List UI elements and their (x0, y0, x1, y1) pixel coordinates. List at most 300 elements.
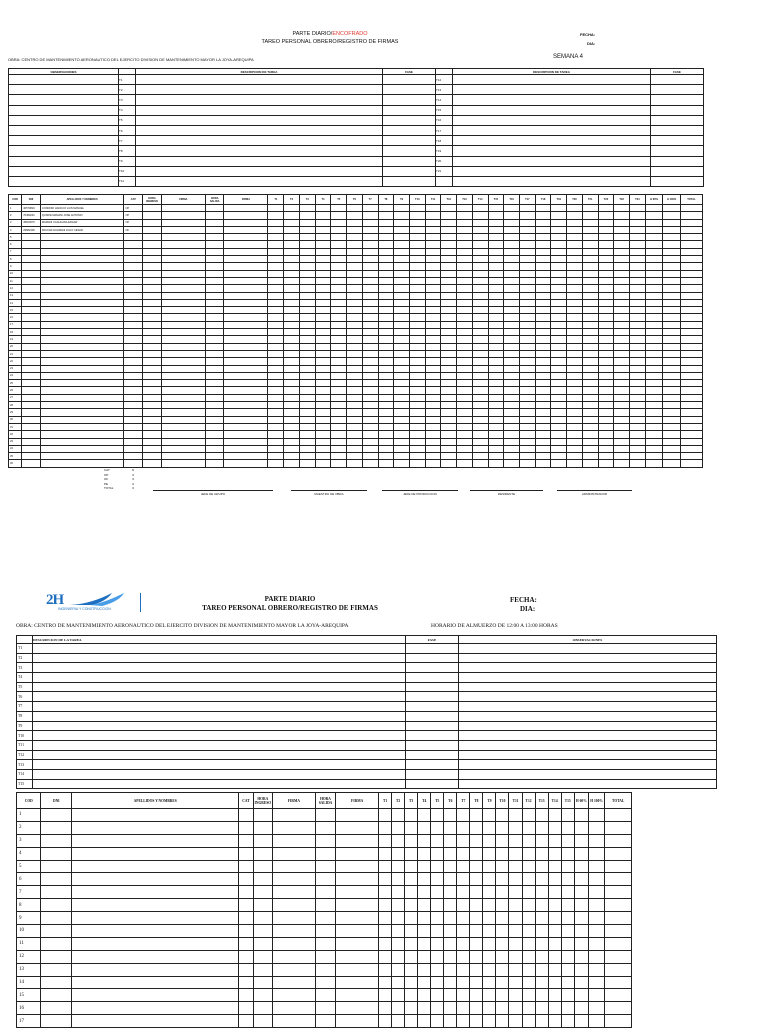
top-worker-cell[interactable] (161, 445, 205, 452)
top-worker-cell[interactable] (663, 350, 681, 357)
bottom-worker-cell[interactable] (588, 860, 604, 873)
top-worker-cell[interactable] (315, 248, 331, 255)
top-worker-cell[interactable] (409, 431, 425, 438)
bottom-worker-cell[interactable] (605, 873, 632, 886)
top-worker-cell[interactable] (347, 416, 363, 423)
top-worker-cell[interactable] (362, 372, 378, 379)
top-worker-cell[interactable] (488, 409, 504, 416)
top-worker-cell[interactable] (143, 212, 162, 219)
top-worker-cell[interactable] (551, 277, 567, 284)
top-worker-cell[interactable] (504, 350, 520, 357)
top-worker-cell[interactable] (315, 270, 331, 277)
bottom-worker-cell[interactable] (483, 950, 496, 963)
top-worker-cell[interactable] (299, 438, 315, 445)
top-worker-cell[interactable] (124, 453, 143, 460)
top-worker-cell[interactable] (551, 263, 567, 270)
top-worker-cell[interactable] (425, 343, 441, 350)
top-worker-cell[interactable] (504, 372, 520, 379)
top-worker-cell[interactable] (519, 438, 535, 445)
top-worker-cell[interactable] (124, 358, 143, 365)
top-worker-cell[interactable] (680, 387, 702, 394)
bottom-worker-cell[interactable] (535, 860, 548, 873)
bottom-worker-cell[interactable] (272, 834, 315, 847)
bottom-worker-cell[interactable] (457, 873, 470, 886)
bottom-worker-cell[interactable] (253, 809, 272, 822)
top-worker-cell[interactable] (284, 241, 300, 248)
bottom-worker-cell[interactable] (336, 873, 379, 886)
top-worker-cell[interactable] (299, 205, 315, 212)
top-worker-cell[interactable] (224, 241, 268, 248)
top-worker-cell[interactable] (504, 394, 520, 401)
top-worker-cell[interactable] (488, 226, 504, 233)
top-worker-cell[interactable] (535, 248, 551, 255)
top-worker-cell[interactable] (425, 307, 441, 314)
top-worker-cell[interactable] (441, 321, 457, 328)
top-worker-cell[interactable] (519, 219, 535, 226)
top-worker-cell[interactable] (299, 307, 315, 314)
top-worker-cell[interactable] (22, 234, 41, 241)
top-worker-cell[interactable] (630, 438, 646, 445)
bottom-worker-cell[interactable] (444, 976, 457, 989)
top-worker-cell[interactable] (598, 431, 614, 438)
top-worker-cell[interactable] (331, 219, 347, 226)
bottom-worker-cell[interactable] (561, 834, 574, 847)
top-worker-cell[interactable] (472, 270, 488, 277)
top-worker-cell[interactable] (347, 365, 363, 372)
top-worker-cell[interactable] (425, 226, 441, 233)
top-worker-cell[interactable] (582, 321, 598, 328)
top-worker-cell[interactable] (567, 205, 583, 212)
top-worker-dni[interactable]: 70459231 (22, 212, 41, 219)
top-worker-cell[interactable] (504, 438, 520, 445)
top-worker-cell[interactable] (124, 460, 143, 467)
bottom-worker-cell[interactable] (457, 976, 470, 989)
top-worker-cell[interactable] (284, 270, 300, 277)
top-worker-cell[interactable] (567, 438, 583, 445)
top-worker-cell[interactable] (582, 431, 598, 438)
top-worker-cell[interactable] (284, 350, 300, 357)
bottom-worker-cell[interactable] (72, 1015, 239, 1028)
bottom-worker-cell[interactable] (548, 834, 561, 847)
top-worker-cell[interactable] (663, 394, 681, 401)
top-worker-cell[interactable] (299, 270, 315, 277)
top-worker-cell[interactable] (161, 285, 205, 292)
top-task-observation[interactable] (9, 115, 119, 125)
top-worker-cell[interactable] (22, 263, 41, 270)
top-worker-cell[interactable] (268, 453, 284, 460)
top-worker-cell[interactable] (205, 402, 224, 409)
top-worker-cell[interactable] (161, 321, 205, 328)
top-task-observation[interactable] (9, 95, 119, 105)
top-worker-cell[interactable] (582, 372, 598, 379)
top-task-fase-right[interactable] (651, 125, 704, 135)
bottom-worker-cell[interactable] (72, 886, 239, 899)
top-worker-cell[interactable] (299, 292, 315, 299)
top-worker-cell[interactable] (425, 270, 441, 277)
bottom-worker-cell[interactable] (272, 809, 315, 822)
top-worker-cell[interactable] (378, 314, 394, 321)
top-worker-cell[interactable] (299, 219, 315, 226)
bottom-worker-cell[interactable] (535, 873, 548, 886)
bottom-worker-cell[interactable] (574, 886, 588, 899)
top-worker-cell[interactable] (645, 365, 663, 372)
top-worker-cell[interactable] (441, 314, 457, 321)
top-worker-cell[interactable] (224, 205, 268, 212)
top-worker-cell[interactable] (40, 460, 124, 467)
bottom-worker-cell[interactable] (561, 950, 574, 963)
top-worker-cell[interactable] (331, 307, 347, 314)
top-worker-cell[interactable] (598, 205, 614, 212)
bottom-worker-cell[interactable] (41, 847, 72, 860)
top-worker-cell[interactable] (614, 423, 630, 430)
bottom-worker-cell[interactable] (470, 1015, 483, 1028)
top-worker-cell[interactable] (40, 438, 124, 445)
top-worker-cell[interactable] (457, 453, 473, 460)
top-worker-cell[interactable] (472, 350, 488, 357)
bottom-worker-cell[interactable] (379, 950, 392, 963)
top-worker-cell[interactable] (663, 372, 681, 379)
top-worker-cell[interactable] (224, 380, 268, 387)
bottom-worker-cell[interactable] (509, 1002, 522, 1015)
bottom-worker-cell[interactable] (41, 873, 72, 886)
top-worker-cell[interactable] (378, 285, 394, 292)
top-worker-cell[interactable] (630, 343, 646, 350)
top-worker-cell[interactable] (409, 380, 425, 387)
top-worker-cell[interactable] (22, 256, 41, 263)
top-worker-cell[interactable] (362, 336, 378, 343)
bottom-worker-cell[interactable] (253, 821, 272, 834)
top-worker-cell[interactable] (504, 343, 520, 350)
bottom-worker-cell[interactable] (392, 821, 405, 834)
top-worker-cell[interactable] (567, 212, 583, 219)
top-worker-cell[interactable] (40, 358, 124, 365)
top-worker-cell[interactable] (331, 277, 347, 284)
top-worker-cell[interactable] (441, 285, 457, 292)
top-worker-cell[interactable] (472, 314, 488, 321)
top-worker-cell[interactable] (205, 365, 224, 372)
bottom-worker-cell[interactable] (253, 899, 272, 912)
top-worker-cell[interactable] (614, 270, 630, 277)
top-worker-cell[interactable] (535, 380, 551, 387)
top-worker-cell[interactable] (347, 358, 363, 365)
bottom-worker-cell[interactable] (548, 925, 561, 938)
bottom-worker-cell[interactable] (535, 809, 548, 822)
top-worker-cell[interactable] (362, 307, 378, 314)
bottom-worker-cell[interactable] (561, 886, 574, 899)
top-worker-cell[interactable] (535, 212, 551, 219)
bottom-worker-cell[interactable] (574, 925, 588, 938)
top-worker-cell[interactable] (161, 277, 205, 284)
bottom-worker-cell[interactable] (457, 899, 470, 912)
top-worker-cell[interactable] (519, 423, 535, 430)
bottom-worker-cell[interactable] (470, 950, 483, 963)
top-worker-cell[interactable] (315, 423, 331, 430)
top-worker-cell[interactable] (630, 453, 646, 460)
bottom-worker-cell[interactable] (496, 1002, 509, 1015)
top-worker-cell[interactable] (331, 358, 347, 365)
top-worker-cell[interactable] (299, 402, 315, 409)
top-worker-cell[interactable] (567, 234, 583, 241)
bottom-worker-cell[interactable] (379, 937, 392, 950)
top-worker-cell[interactable] (161, 307, 205, 314)
top-worker-cell[interactable] (347, 321, 363, 328)
top-worker-cell[interactable] (472, 277, 488, 284)
top-worker-cell[interactable] (143, 314, 162, 321)
bottom-worker-cell[interactable] (405, 834, 418, 847)
top-worker-cell[interactable] (409, 299, 425, 306)
bottom-worker-cell[interactable] (392, 1002, 405, 1015)
bottom-worker-cell[interactable] (72, 1002, 239, 1015)
top-worker-cell[interactable] (519, 299, 535, 306)
top-worker-cell[interactable] (457, 277, 473, 284)
bottom-worker-cell[interactable] (392, 963, 405, 976)
top-worker-cell[interactable] (161, 212, 205, 219)
bottom-worker-cell[interactable] (483, 912, 496, 925)
top-worker-cell[interactable] (680, 336, 702, 343)
top-task-fase-left[interactable] (383, 105, 436, 115)
top-worker-cell[interactable] (378, 438, 394, 445)
bottom-worker-cell[interactable] (457, 937, 470, 950)
top-worker-cell[interactable] (394, 212, 410, 219)
bottom-worker-cell[interactable] (548, 950, 561, 963)
top-worker-cell[interactable] (268, 307, 284, 314)
top-worker-cell[interactable] (268, 329, 284, 336)
bottom-worker-cell[interactable] (72, 989, 239, 1002)
bottom-worker-cell[interactable] (561, 963, 574, 976)
bottom-worker-cell[interactable] (444, 821, 457, 834)
top-worker-cell[interactable] (567, 394, 583, 401)
top-worker-cell[interactable] (472, 256, 488, 263)
bottom-worker-cell[interactable] (457, 950, 470, 963)
top-worker-cell[interactable] (268, 219, 284, 226)
top-worker-cell[interactable] (582, 234, 598, 241)
top-worker-cell[interactable] (347, 285, 363, 292)
top-worker-cell[interactable] (124, 365, 143, 372)
top-worker-cell[interactable] (409, 321, 425, 328)
bottom-worker-cell[interactable] (272, 950, 315, 963)
top-worker-cell[interactable] (224, 277, 268, 284)
top-task-description-left[interactable] (136, 176, 383, 186)
top-task-fase-left[interactable] (383, 146, 436, 156)
bottom-worker-cell[interactable] (405, 925, 418, 938)
bottom-worker-cell[interactable] (535, 847, 548, 860)
top-worker-cell[interactable] (331, 212, 347, 219)
bottom-worker-cell[interactable] (239, 860, 253, 873)
bottom-worker-cell[interactable] (336, 847, 379, 860)
top-worker-cell[interactable] (519, 394, 535, 401)
bottom-worker-cell[interactable] (418, 937, 431, 950)
bottom-task-fase[interactable] (406, 653, 459, 663)
top-worker-cell[interactable] (224, 387, 268, 394)
top-task-description-left[interactable] (136, 156, 383, 166)
top-worker-cell[interactable] (582, 226, 598, 233)
top-worker-cell[interactable] (40, 416, 124, 423)
top-worker-cell[interactable] (582, 307, 598, 314)
top-worker-name[interactable]: PAUCAR HUAMANI JULIO CESAR (40, 226, 124, 233)
top-worker-cell[interactable] (425, 394, 441, 401)
bottom-worker-cell[interactable] (548, 976, 561, 989)
top-worker-cell[interactable] (299, 263, 315, 270)
top-worker-cell[interactable] (614, 372, 630, 379)
bottom-worker-cell[interactable] (253, 834, 272, 847)
top-worker-cell[interactable] (205, 438, 224, 445)
top-worker-cell[interactable] (143, 402, 162, 409)
bottom-worker-cell[interactable] (561, 821, 574, 834)
top-worker-cell[interactable] (630, 248, 646, 255)
bottom-worker-cell[interactable] (336, 899, 379, 912)
top-worker-cell[interactable] (299, 387, 315, 394)
top-worker-cell[interactable] (284, 307, 300, 314)
top-worker-cell[interactable] (22, 380, 41, 387)
top-worker-cell[interactable] (347, 212, 363, 219)
top-worker-cell[interactable] (630, 394, 646, 401)
top-worker-cell[interactable] (378, 358, 394, 365)
top-worker-cell[interactable] (614, 292, 630, 299)
top-worker-cell[interactable] (347, 343, 363, 350)
bottom-worker-cell[interactable] (431, 834, 444, 847)
top-worker-cell[interactable] (394, 219, 410, 226)
bottom-worker-cell[interactable] (574, 860, 588, 873)
bottom-worker-cell[interactable] (253, 989, 272, 1002)
bottom-worker-cell[interactable] (405, 989, 418, 1002)
top-worker-cell[interactable] (394, 234, 410, 241)
top-worker-cell[interactable] (488, 205, 504, 212)
top-worker-cell[interactable] (143, 438, 162, 445)
top-worker-cell[interactable] (161, 248, 205, 255)
top-worker-cell[interactable] (284, 234, 300, 241)
top-worker-cell[interactable] (441, 226, 457, 233)
top-worker-cell[interactable] (347, 299, 363, 306)
top-worker-cell[interactable] (224, 299, 268, 306)
bottom-worker-cell[interactable] (470, 873, 483, 886)
top-worker-cell[interactable] (315, 350, 331, 357)
top-worker-cell[interactable] (161, 234, 205, 241)
bottom-worker-cell[interactable] (535, 963, 548, 976)
top-worker-cell[interactable] (457, 423, 473, 430)
top-worker-cell[interactable] (268, 431, 284, 438)
top-worker-cell[interactable] (394, 460, 410, 467)
top-worker-cell[interactable] (205, 329, 224, 336)
bottom-worker-cell[interactable] (239, 847, 253, 860)
bottom-task-description[interactable] (33, 702, 406, 712)
top-worker-cell[interactable] (441, 438, 457, 445)
bottom-worker-cell[interactable] (574, 1002, 588, 1015)
top-worker-cell[interactable] (488, 453, 504, 460)
bottom-worker-cell[interactable] (272, 989, 315, 1002)
bottom-worker-cell[interactable] (431, 1002, 444, 1015)
top-worker-cell[interactable] (284, 219, 300, 226)
top-worker-cell[interactable] (645, 336, 663, 343)
bottom-worker-cell[interactable] (470, 1002, 483, 1015)
top-worker-cell[interactable] (551, 409, 567, 416)
bottom-worker-cell[interactable] (483, 925, 496, 938)
top-worker-cell[interactable] (143, 445, 162, 452)
top-task-fase-right[interactable] (651, 176, 704, 186)
top-worker-cell[interactable] (504, 241, 520, 248)
top-worker-cell[interactable] (315, 314, 331, 321)
bottom-worker-cell[interactable] (548, 847, 561, 860)
top-worker-cell[interactable] (161, 438, 205, 445)
top-worker-cell[interactable] (22, 277, 41, 284)
bottom-worker-cell[interactable] (444, 873, 457, 886)
top-worker-cell[interactable] (268, 292, 284, 299)
bottom-worker-cell[interactable] (253, 963, 272, 976)
top-worker-cell[interactable] (645, 431, 663, 438)
bottom-worker-cell[interactable] (336, 834, 379, 847)
top-worker-cell[interactable] (394, 270, 410, 277)
top-worker-cell[interactable] (394, 248, 410, 255)
top-worker-cell[interactable] (284, 431, 300, 438)
top-worker-cell[interactable] (40, 248, 124, 255)
top-worker-cell[interactable] (663, 219, 681, 226)
top-worker-cell[interactable] (504, 460, 520, 467)
top-worker-cell[interactable] (394, 372, 410, 379)
top-worker-cell[interactable] (614, 307, 630, 314)
bottom-worker-cell[interactable] (509, 899, 522, 912)
top-worker-cell[interactable] (519, 241, 535, 248)
top-worker-cell[interactable] (205, 299, 224, 306)
top-worker-cell[interactable] (378, 226, 394, 233)
top-worker-cell[interactable] (645, 343, 663, 350)
top-worker-cell[interactable] (347, 453, 363, 460)
top-worker-cell[interactable] (362, 460, 378, 467)
top-worker-cell[interactable] (409, 416, 425, 423)
top-worker-cell[interactable] (224, 256, 268, 263)
top-worker-cell[interactable] (40, 431, 124, 438)
top-task-description-left[interactable] (136, 136, 383, 146)
top-worker-cell[interactable] (457, 314, 473, 321)
bottom-worker-cell[interactable] (392, 847, 405, 860)
top-worker-cell[interactable] (161, 460, 205, 467)
top-worker-cell[interactable] (645, 292, 663, 299)
top-worker-cell[interactable] (331, 380, 347, 387)
bottom-worker-cell[interactable] (272, 912, 315, 925)
top-worker-cell[interactable] (425, 416, 441, 423)
top-worker-cell[interactable] (299, 234, 315, 241)
top-worker-cell[interactable] (315, 307, 331, 314)
bottom-worker-cell[interactable] (561, 847, 574, 860)
top-worker-cell[interactable] (567, 409, 583, 416)
bottom-worker-cell[interactable] (444, 925, 457, 938)
bottom-worker-cell[interactable] (379, 834, 392, 847)
bottom-worker-cell[interactable] (509, 821, 522, 834)
bottom-worker-cell[interactable] (509, 976, 522, 989)
bottom-worker-cell[interactable] (535, 950, 548, 963)
top-worker-cell[interactable] (22, 241, 41, 248)
top-worker-cell[interactable] (409, 307, 425, 314)
top-worker-cell[interactable] (347, 460, 363, 467)
top-worker-cell[interactable] (394, 365, 410, 372)
bottom-worker-cell[interactable] (509, 860, 522, 873)
top-worker-cell[interactable] (645, 380, 663, 387)
top-worker-cell[interactable] (315, 292, 331, 299)
top-worker-cell[interactable] (567, 321, 583, 328)
bottom-worker-cell[interactable] (535, 821, 548, 834)
top-worker-cell[interactable] (378, 460, 394, 467)
top-worker-cell[interactable] (472, 321, 488, 328)
top-worker-cell[interactable] (519, 329, 535, 336)
top-worker-cell[interactable] (441, 205, 457, 212)
bottom-task-observation[interactable] (459, 769, 717, 779)
top-worker-cell[interactable] (457, 226, 473, 233)
bottom-worker-cell[interactable] (605, 989, 632, 1002)
top-worker-cell[interactable] (645, 321, 663, 328)
top-worker-cell[interactable] (504, 358, 520, 365)
top-worker-cell[interactable] (680, 380, 702, 387)
bottom-worker-cell[interactable] (392, 809, 405, 822)
top-worker-cell[interactable] (394, 205, 410, 212)
top-worker-cell[interactable] (504, 365, 520, 372)
